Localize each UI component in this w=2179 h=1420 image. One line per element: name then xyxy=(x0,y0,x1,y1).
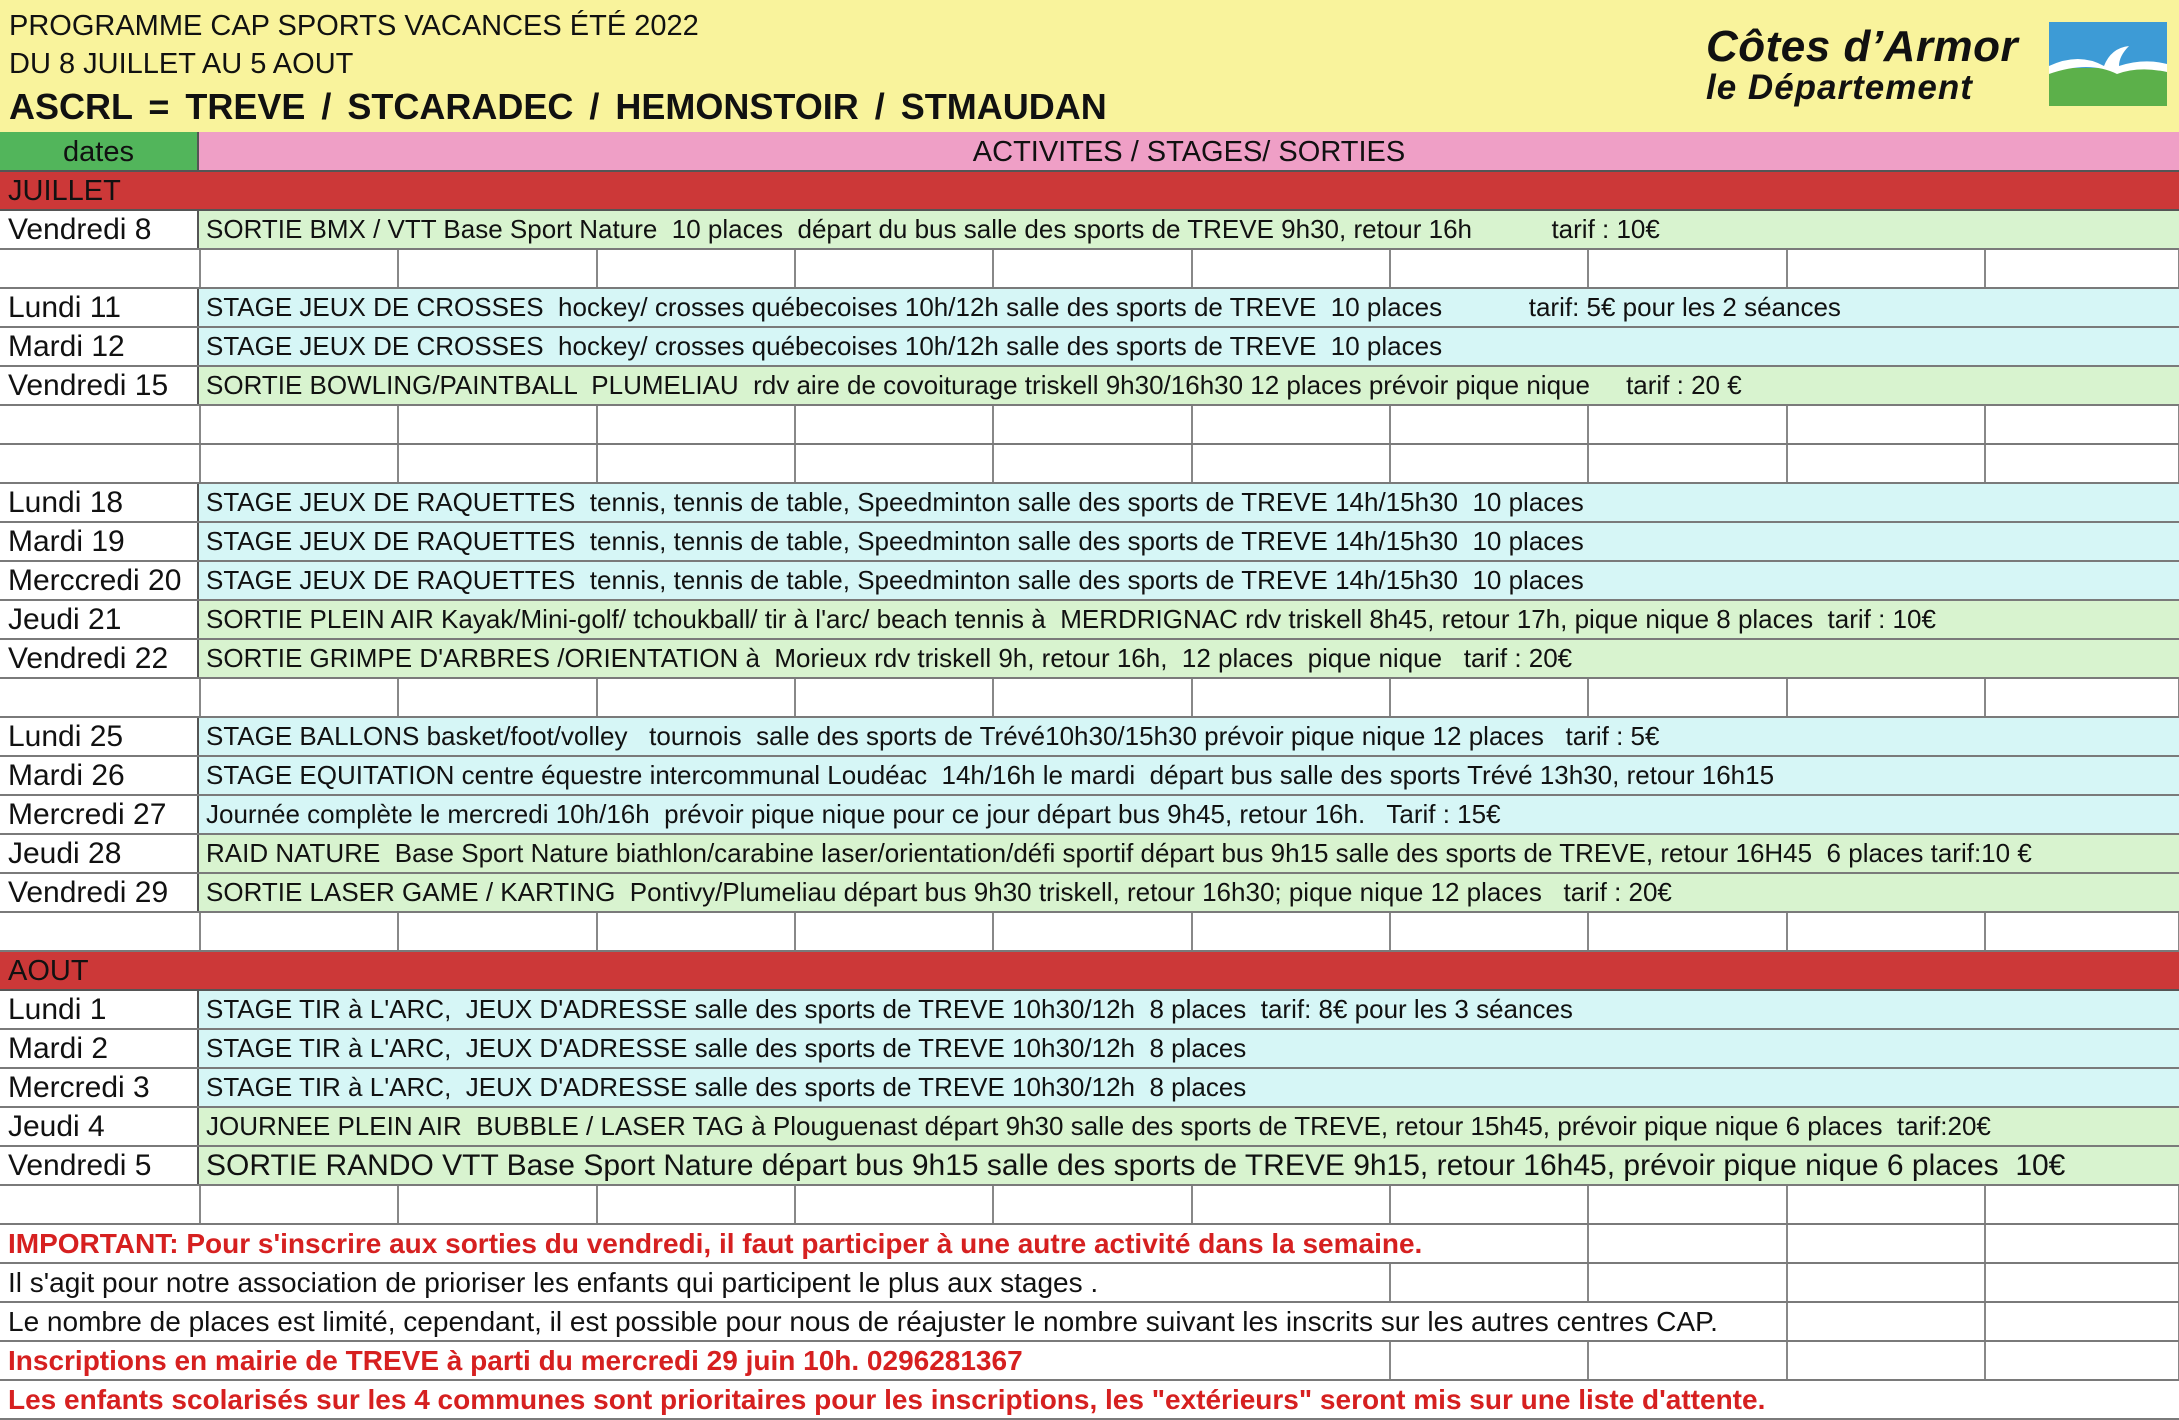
header-band xyxy=(0,0,2179,134)
schedule-row xyxy=(0,640,2179,679)
empty-row xyxy=(0,913,2179,952)
activities-column-header: ACTIVITES / STAGES/ SORTIES xyxy=(199,132,2179,172)
row-activity: STAGE JEUX DE RAQUETTES tennis, tennis de table, Speedminton salle des sports de TREVE 14h/15h30 10 places xyxy=(199,523,2179,560)
row-activity: STAGE TIR à L'ARC, JEUX D'ADRESSE salle des sports de TREVE 10h30/12h 8 places xyxy=(199,1030,2179,1067)
row-date: Vendredi 15 xyxy=(0,367,199,404)
row-date: Jeudi 4 xyxy=(0,1108,199,1145)
row-date: Merccredi 20 xyxy=(0,562,199,599)
row-activity: STAGE TIR à L'ARC, JEUX D'ADRESSE salle des sports de TREVE 10h30/12h 8 places xyxy=(199,1069,2179,1106)
row-date: Mardi 26 xyxy=(0,757,199,794)
schedule-row xyxy=(0,328,2179,367)
row-date: Lundi 25 xyxy=(0,718,199,755)
row-date: Vendredi 5 xyxy=(0,1147,199,1184)
row-date: Lundi 1 xyxy=(0,991,199,1028)
row-activity: STAGE BALLONS basket/foot/volley tournois salle des sports de Trévé10h30/15h30 prévoir pique nique 12 places tarif : 5€ xyxy=(199,718,2179,755)
row-date: Vendredi 22 xyxy=(0,640,199,677)
row-activity: STAGE JEUX DE RAQUETTES tennis, tennis de table, Speedminton salle des sports de TREVE 14h/15h30 10 places xyxy=(199,484,2179,521)
empty-row xyxy=(0,250,2179,289)
logo-line2: le Département xyxy=(1706,68,1973,107)
row-activity: SORTIE BMX / VTT Base Sport Nature 10 places départ du bus salle des sports de TREVE 9h30, retour 16h tarif : 10€ xyxy=(199,211,2179,248)
row-date: Vendredi 29 xyxy=(0,874,199,911)
schedule-row xyxy=(0,835,2179,874)
schedule-row xyxy=(0,562,2179,601)
schedule-row xyxy=(0,367,2179,406)
schedule-row xyxy=(0,718,2179,757)
schedule-row xyxy=(0,601,2179,640)
schedule-row xyxy=(0,757,2179,796)
department-logo-icon xyxy=(2049,22,2167,106)
row-activity: STAGE EQUITATION centre équestre intercommunal Loudéac 14h/16h le mardi départ bus salle des sports Trévé 13h30, retour 16h15 xyxy=(199,757,2179,794)
row-date: Mercredi 3 xyxy=(0,1069,199,1106)
schedule-row xyxy=(0,289,2179,328)
row-activity: STAGE JEUX DE CROSSES hockey/ crosses québecoises 10h/12h salle des sports de TREVE 10 places tarif: 5€ pour les 2 séances xyxy=(199,289,2179,326)
row-activity: SORTIE PLEIN AIR Kayak/Mini-golf/ tchoukball/ tir à l'arc/ beach tennis à MERDRIGNAC rdv triskell 8h45, retour 17h, pique nique 8 places tarif : 10€ xyxy=(199,601,2179,638)
empty-row xyxy=(0,445,2179,484)
row-activity: SORTIE RANDO VTT Base Sport Nature départ bus 9h15 salle des sports de TREVE 9h15, retour 16h45, prévoir pique nique 6 places 10€ xyxy=(199,1147,2179,1184)
row-activity: SORTIE BOWLING/PAINTBALL PLUMELIAU rdv aire de covoiturage triskell 9h30/16h30 12 places prévoir pique nique tarif : 20 € xyxy=(199,367,2179,404)
dates-column-header: dates xyxy=(0,132,199,172)
row-activity: STAGE JEUX DE RAQUETTES tennis, tennis de table, Speedminton salle des sports de TREVE 14h/15h30 10 places xyxy=(199,562,2179,599)
row-activity: JOURNEE PLEIN AIR BUBBLE / LASER TAG à Plouguenast départ 9h30 salle des sports de TREVE, retour 15h45, prévoir pique nique 6 places tarif:20€ xyxy=(199,1108,2179,1145)
notice-line: Il s'agit pour notre association de prioriser les enfants qui participent le plus aux stages . xyxy=(0,1264,2179,1303)
schedule-row xyxy=(0,1108,2179,1147)
empty-row xyxy=(0,679,2179,718)
schedule-row xyxy=(0,796,2179,835)
row-activity: SORTIE LASER GAME / KARTING Pontivy/Plumeliau départ bus 9h30 triskell, retour 16h30; pique nique 12 places tarif : 20€ xyxy=(199,874,2179,911)
row-date: Mercredi 27 xyxy=(0,796,199,833)
row-activity: STAGE TIR à L'ARC, JEUX D'ADRESSE salle des sports de TREVE 10h30/12h 8 places tarif: 8€ pour les 3 séances xyxy=(199,991,2179,1028)
row-date: Mardi 12 xyxy=(0,328,199,365)
row-date: Jeudi 28 xyxy=(0,835,199,872)
schedule-row xyxy=(0,874,2179,913)
program-title: PROGRAMME CAP SPORTS VACANCES ÉTÉ 2022 xyxy=(9,10,699,42)
month-header-juillet: JUILLET xyxy=(0,172,2179,211)
row-activity: STAGE JEUX DE CROSSES hockey/ crosses québecoises 10h/12h salle des sports de TREVE 10 places xyxy=(199,328,2179,365)
row-activity: RAID NATURE Base Sport Nature biathlon/carabine laser/orientation/défi sportif départ bus 9h15 salle des sports de TREVE, retour 16H45 6 places tarif:10 € xyxy=(199,835,2179,872)
notice-line: Le nombre de places est limité, cependant, il est possible pour nous de réajuster le nombre suivant les inscrits sur les autres centres CAP. xyxy=(0,1303,2179,1342)
row-date: Mardi 19 xyxy=(0,523,199,560)
department-logo-text xyxy=(1706,22,2036,108)
schedule-row xyxy=(0,991,2179,1030)
row-activity: SORTIE GRIMPE D'ARBRES /ORIENTATION à Morieux rdv triskell 9h, retour 16h, 12 places pique nique tarif : 20€ xyxy=(199,640,2179,677)
empty-row xyxy=(0,1186,2179,1225)
logo-line1: Côtes d’Armor xyxy=(1706,22,2019,71)
program-dates: DU 8 JUILLET AU 5 AOUT xyxy=(9,48,354,80)
row-date: Lundi 11 xyxy=(0,289,199,326)
row-activity: Journée complète le mercredi 10h/16h prévoir pique nique pour ce jour départ bus 9h45, retour 16h. Tarif : 15€ xyxy=(199,796,2179,833)
schedule-row xyxy=(0,1069,2179,1108)
row-date: Mardi 2 xyxy=(0,1030,199,1067)
registration-notice: Inscriptions en mairie de TREVE à parti du mercredi 29 juin 10h. 0296281367 xyxy=(0,1342,2179,1381)
row-date: Lundi 18 xyxy=(0,484,199,521)
row-date: Vendredi 8 xyxy=(0,211,199,248)
important-notice: IMPORTANT: Pour s'inscrire aux sorties du vendredi, il faut participer à une autre activité dans la semaine. xyxy=(0,1225,2179,1264)
schedule-row xyxy=(0,523,2179,562)
communes-line: ASCRL = TREVE / STCARADEC / HEMONSTOIR / STMAUDAN xyxy=(9,86,1107,127)
priority-notice: Les enfants scolarisés sur les 4 communes sont prioritaires pour les inscriptions, les "extérieurs" seront mis sur une liste d'attente. xyxy=(0,1381,2179,1420)
schedule-row xyxy=(0,1030,2179,1069)
schedule-row xyxy=(0,211,2179,250)
empty-row xyxy=(0,406,2179,445)
schedule-row xyxy=(0,484,2179,523)
month-header-aout: AOUT xyxy=(0,952,2179,991)
schedule-row xyxy=(0,1147,2179,1186)
row-date: Jeudi 21 xyxy=(0,601,199,638)
